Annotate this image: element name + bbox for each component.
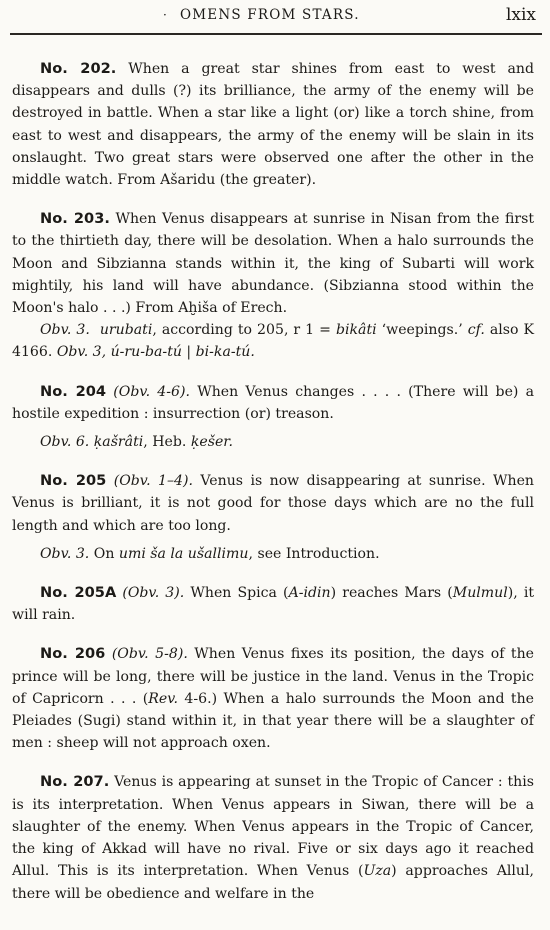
entry-ref: (Obv. 3). bbox=[122, 585, 185, 602]
entry-text: ), it will rain. bbox=[12, 585, 535, 624]
entry-205a bbox=[12, 582, 534, 626]
entry-term: Mulmul bbox=[452, 585, 508, 602]
running-title: OMENS FROM STARS. bbox=[180, 7, 360, 23]
entry-paragraph bbox=[12, 582, 534, 626]
entry-paragraph bbox=[12, 208, 534, 319]
entry-text: Venus is now disappearing at sunrise. When Venus is brilliant, it is not good for those days which are no the full length and which are too long. bbox=[12, 473, 534, 534]
entry-number: No. 206 bbox=[40, 645, 106, 663]
header-dot: · bbox=[163, 8, 167, 22]
entry-paragraph bbox=[12, 771, 534, 904]
entry-text: When Spica ( bbox=[190, 585, 289, 602]
note-term: umi ša la ušallimu bbox=[118, 545, 249, 562]
entry-text: ) approaches Allul, there will be obedience and welfare in the bbox=[12, 863, 534, 902]
header-rule bbox=[10, 33, 542, 35]
entry-text: ) reaches Mars ( bbox=[330, 585, 453, 602]
note-term: cf. bbox=[467, 322, 485, 339]
entry-term: A-idin bbox=[288, 585, 331, 602]
note-term: ú-ru-ba-tú | bi-ka-tú. bbox=[106, 344, 255, 361]
entry-note bbox=[12, 319, 534, 363]
entry-number: No. 207. bbox=[40, 773, 110, 791]
entry-number: No. 205 bbox=[40, 472, 107, 490]
entry-text: Venus is appearing at sunset in the Tropic of Cancer : this is its interpretation. When Venus appears in Siwan, there will be a slaughter of the enemy. When Venus appears in the Tropic of Cancer, the king of Akkad will have no rival. Five or six days ago it reached Allul. This is its interpretation. When Venus ( bbox=[12, 774, 534, 880]
note-ref: Obv. 6. bbox=[40, 434, 90, 451]
note-term: ḳašrâti bbox=[89, 434, 144, 451]
entry-ref: Rev. bbox=[148, 690, 179, 707]
note-text: , see Introduction. bbox=[248, 545, 380, 562]
entry-207 bbox=[12, 771, 534, 904]
entry-text: When Venus changes . . . . (There will be) a hostile expedition : insurrection (or) treason. bbox=[12, 383, 535, 422]
page-number: lxix bbox=[505, 5, 536, 25]
entry-paragraph bbox=[12, 470, 534, 537]
entry-paragraph bbox=[12, 643, 534, 754]
entry-204 bbox=[12, 381, 534, 454]
entry-206 bbox=[12, 643, 534, 754]
entry-note bbox=[12, 543, 534, 565]
entry-number: No. 205A bbox=[40, 584, 117, 602]
entry-text: When a great star shines from east to west and disappears and dulls (?) its brilliance, the army of the enemy will be destroyed in battle. When a star like a light (or) like a torch shine, from east to west and disappears, the army of the enemy will be slain in its onslaught. Two great stars were observed one after the other in the middle watch. From Ašaridu (the greater). bbox=[12, 61, 534, 189]
entry-term: Uza bbox=[363, 863, 392, 880]
note-term: urubati bbox=[99, 322, 153, 339]
note-ref: Obv. 3. bbox=[40, 322, 90, 339]
note-text: On bbox=[89, 545, 119, 562]
note-text: also K 4166. bbox=[12, 322, 534, 361]
running-header bbox=[0, 4, 550, 30]
entry-note bbox=[12, 431, 534, 453]
entry-ref: (Obv. 1–4). bbox=[113, 473, 193, 490]
entry-number: No. 203. bbox=[40, 210, 110, 228]
entry-text: 4-6.) When a halo surrounds the Moon and the Pleiades (Sugi) stand within it, in that year there will be a slaughter of men : sheep will not approach oxen. bbox=[12, 690, 534, 752]
page-body bbox=[12, 58, 534, 922]
note-ref: Obv. 3. bbox=[40, 545, 90, 562]
entry-number: No. 204 bbox=[40, 382, 107, 400]
note-term: ḳešer. bbox=[190, 434, 233, 451]
entry-ref: (Obv. 5-8). bbox=[111, 646, 188, 663]
entry-ref: (Obv. 4-6). bbox=[113, 383, 190, 400]
note-text: ‘weepings.’ bbox=[376, 322, 468, 339]
entry-203 bbox=[12, 208, 534, 363]
entry-paragraph bbox=[12, 58, 534, 191]
note-text: , Heb. bbox=[143, 434, 191, 451]
entry-paragraph bbox=[12, 381, 534, 425]
entry-number: No. 202. bbox=[40, 60, 117, 77]
note-text: , according to 205, r 1 = bbox=[152, 322, 336, 339]
note-ref: Obv. 3, bbox=[56, 344, 107, 361]
entry-202 bbox=[12, 58, 534, 191]
entry-205 bbox=[12, 470, 534, 565]
note-term: bikâti bbox=[335, 322, 377, 339]
entry-text: When Venus disappears at sunrise in Nisan from the first to the thirtieth day, there will be desolation. When a halo surrounds the Moon and Sibzianna stands within it, the king of Subarti will work mightily, his land will have abundance. (Sibzianna stood within the Moon's halo . . .) From Aḫiša of Erech. bbox=[12, 211, 534, 317]
entry-text: When Venus fixes its position, the days of the prince will be long, there will be justice in the land. Venus in the Tropic of Capricorn . . . ( bbox=[12, 646, 534, 707]
